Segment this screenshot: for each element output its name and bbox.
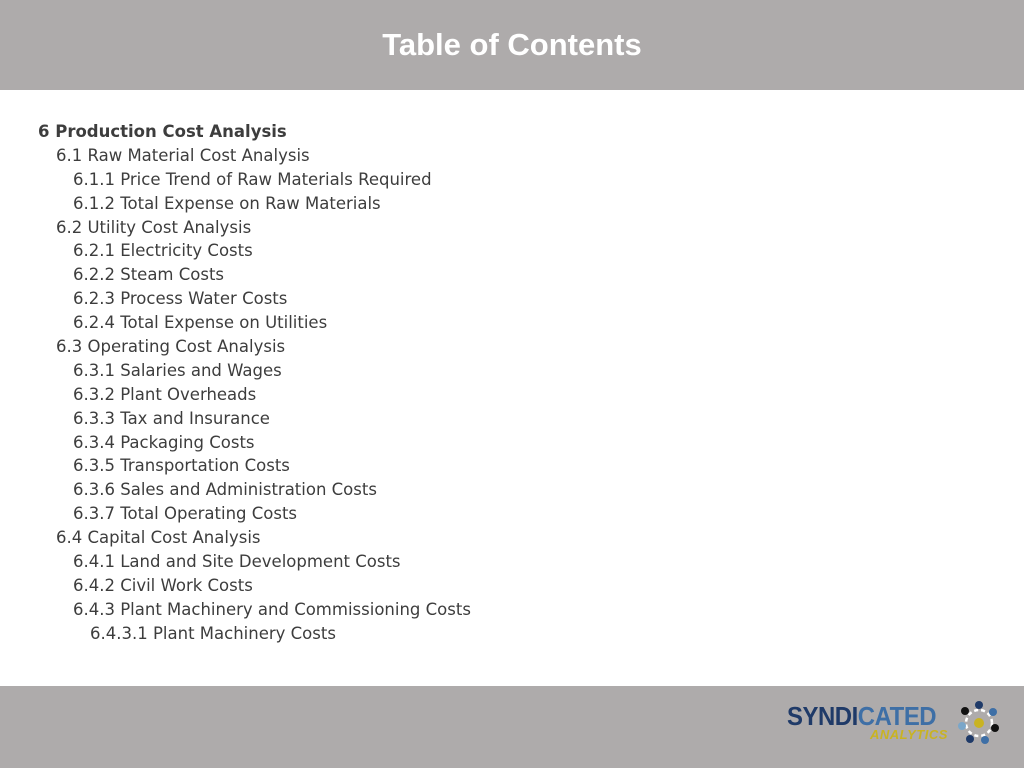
toc-entry-level-1: 6.1 Raw Material Cost Analysis: [56, 145, 310, 165]
toc-entry-level-2: 6.3.4 Packaging Costs: [73, 432, 255, 452]
table-of-contents: [38, 120, 471, 646]
toc-entry-level-2: 6.2.4 Total Expense on Utilities: [73, 313, 328, 333]
toc-entry-level-2: 6.1.1 Price Trend of Raw Materials Required: [73, 169, 432, 189]
toc-entry-level-2: 6.3.1 Salaries and Wages: [73, 360, 282, 380]
toc-entry-level-3: 6.4.3.1 Plant Machinery Costs: [90, 623, 336, 643]
toc-entry-level-2: 6.3.5 Transportation Costs: [73, 456, 290, 476]
footer-bar: [0, 686, 1024, 768]
logo-subtitle: ANALYTICS: [870, 727, 948, 742]
toc-entry-level-2: 6.4.3 Plant Machinery and Commissioning Costs: [73, 599, 471, 619]
logo-wordmark-part2: CATED: [857, 701, 937, 731]
toc-entry-level-0: 6 Production Cost Analysis: [38, 122, 287, 141]
toc-entry-level-2: 6.3.2 Plant Overheads: [73, 384, 257, 404]
toc-entry-level-2: 6.2.3 Process Water Costs: [73, 289, 288, 309]
syndicated-analytics-logo: [787, 700, 1002, 750]
toc-entry-level-2: 6.4.2 Civil Work Costs: [73, 575, 253, 595]
toc-entry-level-1: 6.4 Capital Cost Analysis: [56, 528, 261, 548]
logo-wordmark-part1: SYNDI: [787, 701, 858, 731]
network-circle-icon: [956, 700, 1002, 746]
toc-entry-level-2: 6.2.1 Electricity Costs: [73, 241, 253, 261]
logo-wordmark: [787, 702, 936, 730]
header-bar: [0, 0, 1024, 90]
toc-entry-level-2: 6.1.2 Total Expense on Raw Materials: [73, 193, 381, 213]
toc-entry-level-2: 6.4.1 Land and Site Development Costs: [73, 552, 401, 572]
toc-entry-level-2: 6.3.3 Tax and Insurance: [73, 408, 270, 428]
toc-entry-level-1: 6.3 Operating Cost Analysis: [56, 337, 286, 357]
toc-entry-level-2: 6.3.6 Sales and Administration Costs: [73, 480, 377, 500]
toc-entry-level-2: 6.3.7 Total Operating Costs: [73, 504, 298, 524]
toc-entry-level-1: 6.2 Utility Cost Analysis: [56, 217, 252, 237]
toc-entry-level-2: 6.2.2 Steam Costs: [73, 265, 225, 285]
page-title: Table of Contents: [382, 27, 642, 62]
